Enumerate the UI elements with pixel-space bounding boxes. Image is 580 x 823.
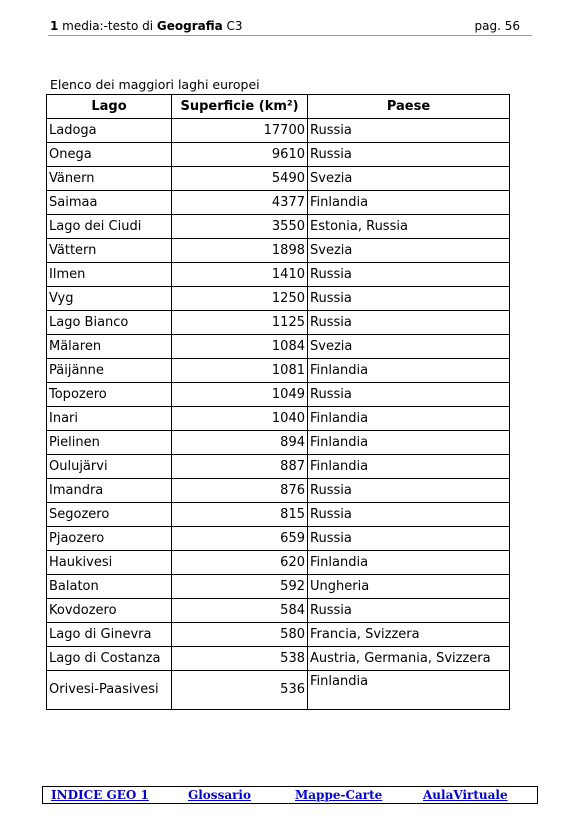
lake-country-cell: Russia — [308, 287, 510, 311]
lake-name-cell: Mälaren — [47, 335, 172, 359]
page-number: pag. 56 — [474, 19, 520, 33]
lake-name-cell: Onega — [47, 143, 172, 167]
lake-country-cell: Finlandia — [308, 191, 510, 215]
lake-name-cell: Segozero — [47, 503, 172, 527]
lake-area-cell: 1084 — [172, 335, 308, 359]
lake-country-cell: Finlandia — [308, 359, 510, 383]
lake-name-cell: Inari — [47, 407, 172, 431]
lake-country-cell: Russia — [308, 263, 510, 287]
lake-area-cell: 580 — [172, 623, 308, 647]
table-row — [47, 599, 510, 623]
link-indice-geo[interactable]: INDICE GEO 1 — [51, 788, 149, 802]
lake-area-cell: 1081 — [172, 359, 308, 383]
header-grade: 1 — [50, 19, 59, 33]
lake-area-cell: 4377 — [172, 191, 308, 215]
lake-country-cell: Russia — [308, 503, 510, 527]
lake-area-cell: 5490 — [172, 167, 308, 191]
lake-name-cell: Oulujärvi — [47, 455, 172, 479]
link-aula-virtuale[interactable]: AulaVirtuale — [423, 788, 508, 802]
lake-area-cell: 887 — [172, 455, 308, 479]
lake-area-cell: 592 — [172, 575, 308, 599]
lake-country-cell: Russia — [308, 383, 510, 407]
lake-area-cell: 876 — [172, 479, 308, 503]
lake-country-cell: Russia — [308, 527, 510, 551]
lake-country-cell: Ungheria — [308, 575, 510, 599]
lake-area-cell: 1040 — [172, 407, 308, 431]
lake-country-cell: Russia — [308, 479, 510, 503]
lake-name-cell: Saimaa — [47, 191, 172, 215]
lake-name-cell: Vättern — [47, 239, 172, 263]
table-row — [47, 263, 510, 287]
lake-name-cell: Lago Bianco — [47, 311, 172, 335]
lake-country-cell: Finlandia — [308, 551, 510, 575]
table-row — [47, 119, 510, 143]
lake-area-cell: 620 — [172, 551, 308, 575]
lake-name-cell: Lago di Costanza — [47, 647, 172, 671]
lake-name-cell: Pielinen — [47, 431, 172, 455]
lake-name-cell: Vänern — [47, 167, 172, 191]
table-row — [47, 671, 510, 710]
table-row — [47, 167, 510, 191]
table-header-row — [47, 95, 510, 119]
lake-country-cell: Svezia — [308, 335, 510, 359]
lake-name-cell: Ilmen — [47, 263, 172, 287]
lake-country-cell: Finlandia — [308, 455, 510, 479]
lake-name-cell: Kovdozero — [47, 599, 172, 623]
table-row — [47, 287, 510, 311]
footer-nav — [42, 786, 538, 804]
link-glossario[interactable]: Glossario — [188, 788, 251, 802]
table-row — [47, 455, 510, 479]
lake-area-cell: 17700 — [172, 119, 308, 143]
lake-country-cell: Russia — [308, 599, 510, 623]
lake-country-cell: Francia, Svizzera — [308, 623, 510, 647]
lake-country-cell: Estonia, Russia — [308, 215, 510, 239]
lake-name-cell: Imandra — [47, 479, 172, 503]
lake-country-cell: Russia — [308, 119, 510, 143]
lake-name-cell: Ladoga — [47, 119, 172, 143]
table-row — [47, 143, 510, 167]
table-row — [47, 311, 510, 335]
lake-area-cell: 538 — [172, 647, 308, 671]
lake-name-cell: Vyg — [47, 287, 172, 311]
lake-name-cell: Lago dei Ciudi — [47, 215, 172, 239]
lake-country-cell: Svezia — [308, 239, 510, 263]
column-header-area: Superficie (km²) — [172, 95, 308, 119]
lake-area-cell: 894 — [172, 431, 308, 455]
header-code: C3 — [222, 19, 243, 33]
table-row — [47, 383, 510, 407]
table-row — [47, 215, 510, 239]
table-row — [47, 239, 510, 263]
lake-area-cell: 659 — [172, 527, 308, 551]
table-row — [47, 623, 510, 647]
lake-name-cell: Haukivesi — [47, 551, 172, 575]
lake-name-cell: Lago di Ginevra — [47, 623, 172, 647]
lake-area-cell: 3550 — [172, 215, 308, 239]
table-row — [47, 407, 510, 431]
lakes-table — [46, 94, 510, 710]
lake-area-cell: 1250 — [172, 287, 308, 311]
lake-name-cell: Pjaozero — [47, 527, 172, 551]
header-subject: Geografia — [156, 19, 223, 33]
lake-country-cell: Svezia — [308, 167, 510, 191]
link-mappe-carte[interactable]: Mappe-Carte — [295, 788, 383, 802]
table-row — [47, 191, 510, 215]
lake-country-cell: Finlandia — [308, 431, 510, 455]
table-row — [47, 503, 510, 527]
lake-area-cell: 1049 — [172, 383, 308, 407]
column-header-lake: Lago — [47, 95, 172, 119]
lake-area-cell: 536 — [172, 671, 308, 710]
table-body — [47, 119, 510, 710]
lake-country-cell: Russia — [308, 143, 510, 167]
lake-area-cell: 584 — [172, 599, 308, 623]
lake-area-cell: 1898 — [172, 239, 308, 263]
header-title — [50, 19, 243, 33]
lake-name-cell: Topozero — [47, 383, 172, 407]
table-row — [47, 551, 510, 575]
lake-country-cell: Austria, Germania, Svizzera — [308, 647, 510, 671]
table-row — [47, 527, 510, 551]
table-row — [47, 431, 510, 455]
lake-name-cell: Orivesi-Paasivesi — [47, 671, 172, 710]
lake-name-cell: Balaton — [47, 575, 172, 599]
lake-area-cell: 1410 — [172, 263, 308, 287]
page-header — [48, 18, 532, 36]
table-row — [47, 647, 510, 671]
header-text: media:-testo di — [58, 19, 157, 33]
lake-area-cell: 1125 — [172, 311, 308, 335]
lake-area-cell: 9610 — [172, 143, 308, 167]
table-row — [47, 359, 510, 383]
table-row — [47, 479, 510, 503]
lake-area-cell: 815 — [172, 503, 308, 527]
lake-name-cell: Päijänne — [47, 359, 172, 383]
column-header-country: Paese — [308, 95, 510, 119]
lake-country-cell: Finlandia — [308, 407, 510, 431]
table-caption: Elenco dei maggiori laghi europei — [50, 77, 260, 92]
lake-country-cell: Russia — [308, 311, 510, 335]
table-row — [47, 575, 510, 599]
table-row — [47, 335, 510, 359]
lake-country-cell: Finlandia — [308, 671, 510, 710]
